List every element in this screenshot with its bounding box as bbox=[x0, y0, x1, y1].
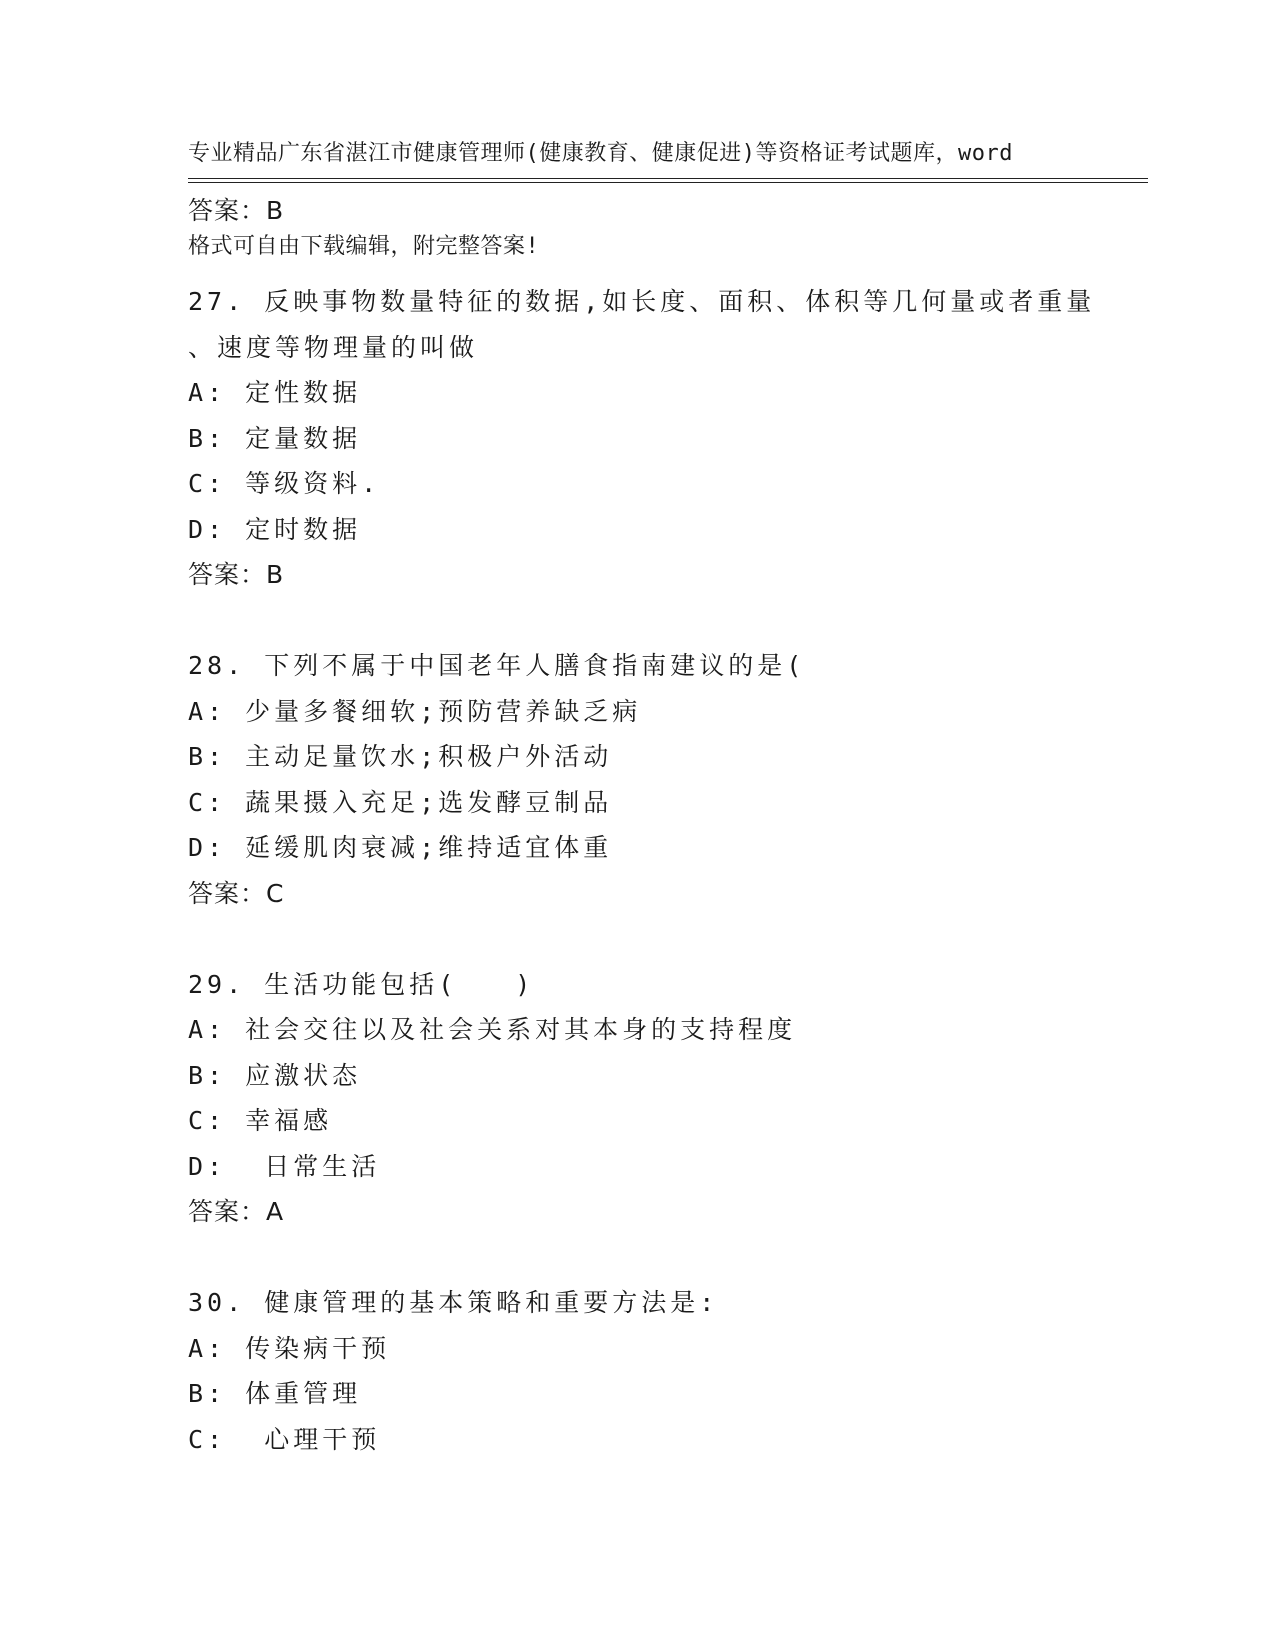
document-page bbox=[188, 0, 1148, 1650]
question-stem: 28. 下列不属于中国老年人膳食指南建议的是( bbox=[188, 651, 806, 680]
question-stem: 27. 反映事物数量特征的数据,如长度、面积、体积等几何量或者重量 bbox=[188, 287, 1096, 316]
header-double-rule bbox=[188, 178, 1148, 183]
header-line-1: 专业精品广东省湛江市健康管理师(健康教育、健康促进)等资格证考试题库，word bbox=[188, 141, 1013, 166]
option-d: D: 定时数据 bbox=[188, 514, 362, 544]
option-a: A: 传染病干预 bbox=[188, 1333, 391, 1363]
option-d: D: 延缓肌肉衰减;维持适宜体重 bbox=[188, 833, 613, 862]
option-a: A: 社会交往以及社会关系对其本身的支持程度 bbox=[188, 1015, 797, 1044]
question-stem: 29. 生活功能包括( ) bbox=[188, 969, 535, 999]
option-b: B: 定量数据 bbox=[188, 423, 362, 453]
question-stem: 30. 健康管理的基本策略和重要方法是: bbox=[188, 1288, 719, 1317]
option-c: C: 幸福感 bbox=[188, 1106, 333, 1135]
option-d: D: 日常生活 bbox=[188, 1151, 381, 1181]
question-30 bbox=[188, 1280, 1148, 1462]
question-list bbox=[188, 188, 1148, 1462]
option-b: B: 主动足量饮水;积极户外活动 bbox=[188, 742, 613, 771]
previous-answer: 答案：B bbox=[188, 196, 285, 225]
answer-line: 答案：B bbox=[188, 560, 285, 589]
question-stem-continued: 、速度等物理量的叫做 bbox=[188, 332, 479, 362]
question-27 bbox=[188, 279, 1148, 598]
answer-line: 答案：C bbox=[188, 878, 285, 908]
header-line-2: 格式可自由下载编辑，附完整答案! bbox=[188, 234, 540, 259]
option-c: C: 心理干预 bbox=[188, 1424, 381, 1454]
option-c: C: 等级资料. bbox=[188, 469, 381, 498]
option-b: B: 应激状态 bbox=[188, 1060, 362, 1090]
option-b: B: 体重管理 bbox=[188, 1379, 362, 1408]
option-a: A: 少量多餐细软;预防营养缺乏病 bbox=[188, 696, 642, 726]
option-a: A: 定性数据 bbox=[188, 378, 362, 407]
option-c: C: 蔬果摄入充足;选发酵豆制品 bbox=[188, 787, 613, 817]
question-29 bbox=[188, 962, 1148, 1235]
question-28 bbox=[188, 643, 1148, 916]
answer-line: 答案：A bbox=[188, 1197, 285, 1226]
